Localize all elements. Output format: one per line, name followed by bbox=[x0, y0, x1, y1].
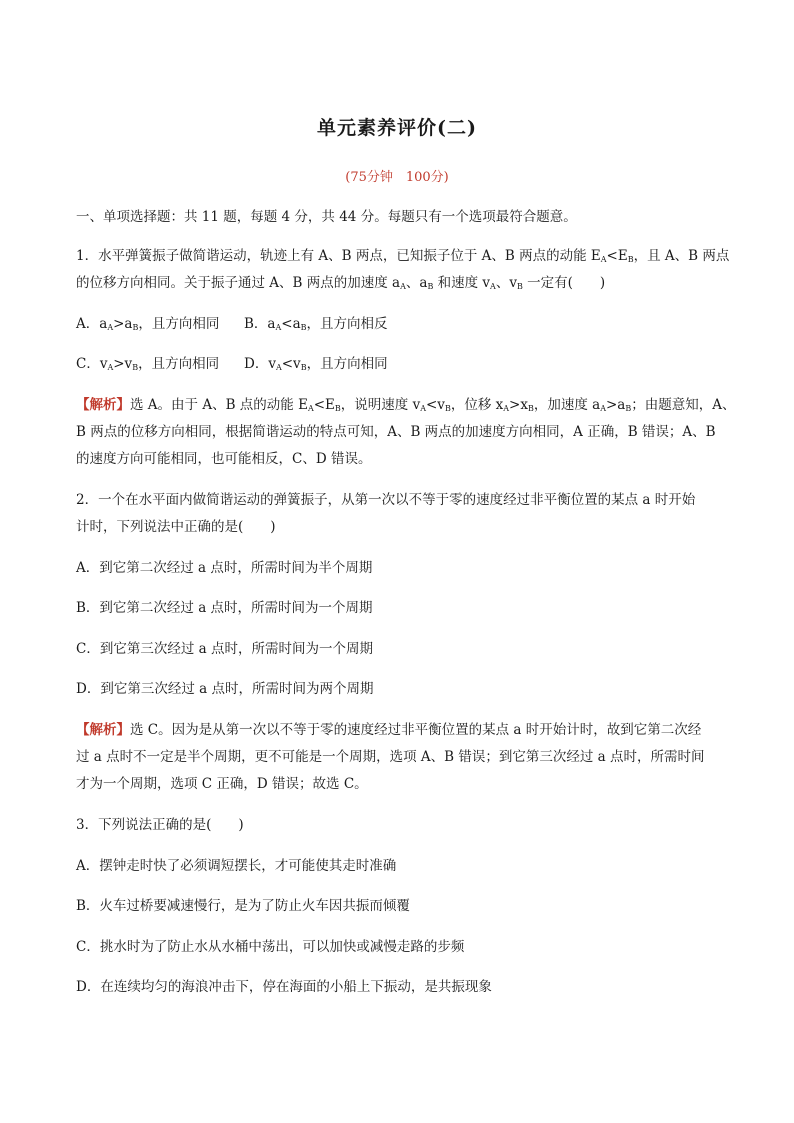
q3-option-d: D．在连续均匀的海浪冲击下，停在海面的小船上下振动，是共振现象 bbox=[76, 979, 492, 995]
page-title: 单元素养评价(二) bbox=[317, 117, 477, 139]
q2-analysis-line-1: 【解析】选 C。因为是从第一次以不等于零的速度经过非平衡位置的某点 a 时开始计时，故到它第二次经 bbox=[76, 722, 702, 738]
q3-option-a: A．摆钟走时快了必须调短摆长，才可能使其走时准确 bbox=[76, 858, 397, 874]
q2-option-c: C．到它第三次经过 a 点时，所需时间为一个周期 bbox=[76, 641, 373, 657]
q1-option-a: A．$a_A>a_B$，且方向相同 bbox=[76, 316, 220, 332]
q3-stem: 3．下列说法正确的是( ) bbox=[76, 817, 244, 833]
q2-analysis-line-3: 才为一个周期，选项 C 正确，D 错误；故选 C。 bbox=[76, 776, 368, 792]
q1-option-b: B．$a_A<a_B$，且方向相反 bbox=[244, 316, 388, 332]
analysis-label: 【解析】 bbox=[76, 722, 130, 738]
q2-option-d: D．到它第三次经过 a 点时，所需时间为两个周期 bbox=[76, 681, 374, 697]
q2-stem-line-1: 2．一个在水平面内做简谐运动的弹簧振子，从第一次以不等于零的速度经过非平衡位置的某点 a 时开始 bbox=[76, 492, 696, 508]
analysis-label: 【解析】 bbox=[76, 397, 130, 413]
q1-analysis-line-3: 的速度方向可能相同，也可能相反，C、D 错误。 bbox=[76, 451, 372, 467]
q3-option-c: C．挑水时为了防止水从水桶中荡出，可以加快或减慢走路的步频 bbox=[76, 939, 465, 955]
q2-stem-line-2: 计时，下列说法中正确的是( ) bbox=[76, 519, 276, 535]
section-header: 一、单项选择题：共 11 题，每题 4 分，共 44 分。每题只有一个选项最符合题意。 bbox=[76, 209, 577, 225]
q1-stem-line-1: 1．水平弹簧振子做简谐运动，轨迹上有 A、B 两点，已知振子位于 A、B 两点的动能 $E_A<E_B$，且 A、B 两点 bbox=[76, 248, 730, 264]
q1-option-c: C．$v_A>v_B$，且方向相同 bbox=[76, 356, 220, 372]
q1-analysis-line-1: 【解析】选 A。由于 A、B 点的动能 $E_A<E_B$，说明速度 $v_A<v_B$，位移 $x_A>x_B$，加速度 $a_A>a_B$；由题意知，A、 bbox=[76, 397, 736, 413]
q1-stem-line-2: 的位移方向相同。关于振子通过 A、B 两点的加速度 $a_A$、$a_B$ 和速度 $v_A$、$v_B$ 一定有( ) bbox=[76, 275, 606, 291]
q2-option-a: A．到它第二次经过 a 点时，所需时间为半个周期 bbox=[76, 560, 373, 576]
q2-option-b: B．到它第二次经过 a 点时，所需时间为一个周期 bbox=[76, 600, 373, 616]
q3-option-b: B．火车过桥要减速慢行，是为了防止火车因共振而倾覆 bbox=[76, 898, 410, 914]
exam-duration-score: (75分钟 100分) bbox=[345, 170, 449, 185]
q1-analysis-line-2: B 两点的位移方向相同，根据简谐运动的特点可知，A、B 两点的加速度方向相同，A 正确，B 错误；A、B bbox=[76, 424, 716, 440]
q2-analysis-line-2: 过 a 点时不一定是半个周期，更不可能是一个周期，选项 A、B 错误；到它第三次经过 a 点时，所需时间 bbox=[76, 749, 705, 765]
q1-option-d: D．$v_A<v_B$，且方向相同 bbox=[244, 356, 388, 372]
